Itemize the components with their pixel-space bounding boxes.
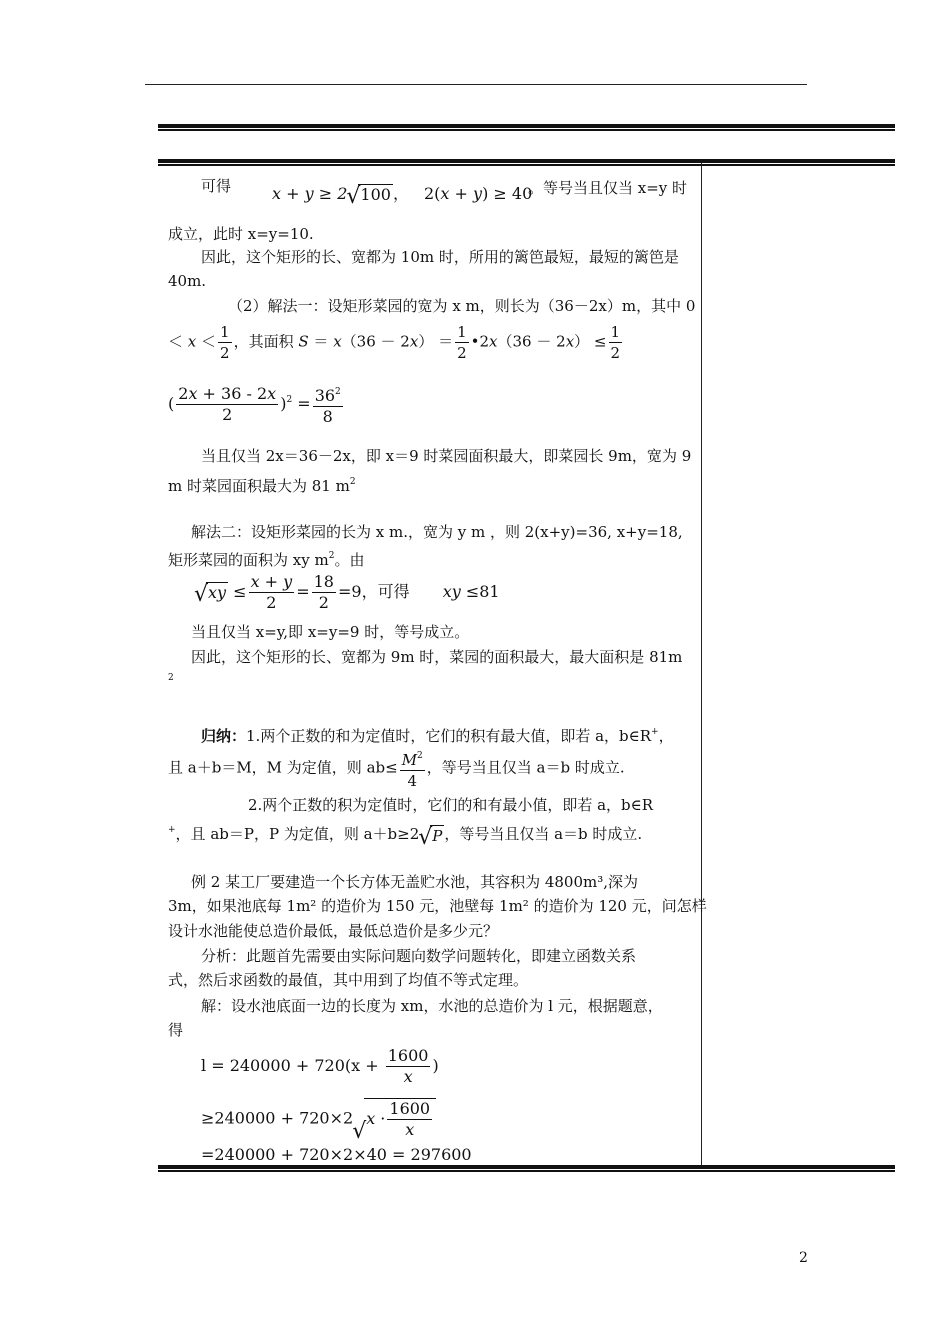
example-line-4: 分析：此题首先需要由实际问题向数学问题转化，即建立函数关系 (201, 947, 637, 965)
example-line-1: 例 2 某工厂要建造一个长方体无盖贮水池，其容积为 4800m³,深为 (191, 873, 639, 891)
example-line-7: 得 (168, 1021, 184, 1039)
table-column-divider (701, 162, 702, 1165)
text-line-13: 因此，这个矩形的长、宽都为 9m 时，菜园的面积最大，最大面积是 81m (191, 648, 683, 666)
text-line-3: 因此，这个矩形的长、宽都为 10m 时，所用的篱笆最短，最短的篱笆是 (201, 248, 679, 266)
text-line-1: 可得 (201, 177, 232, 195)
math-formula-sqrt: √ xy ≤ $\frac{x + y}{2}$ = $\frac{18}{2}$ =9，可得 xy ≤81 (195, 572, 500, 613)
text-line-13-sup: 2 (168, 673, 174, 683)
example-line-2: 3m，如果池底每 1m² 的造价为 150 元，池壁每 1m² 的造价为 120 元，问怎样 (168, 897, 707, 915)
text-line-4: 40m. (168, 272, 207, 290)
summary-line-1: 归纳：1.两个正数的和为定值时，它们的积有最大值，即若 a，b∈R+， (201, 727, 674, 745)
text-line-10: 矩形菜园的面积为 xy $m^2$。由 (168, 551, 365, 569)
header-rule (145, 84, 807, 85)
text-line-2: 成立，此时 x=y=10. (168, 225, 314, 243)
summary-line-4: +，且 ab＝P，P 为定值，则 a＋b≥2√ P ，等号当且仅当 a＝b 时成立. (168, 820, 642, 846)
math-inequality-2: 2(x + y) ≥ 40 (424, 184, 533, 203)
page-number: 2 (799, 1250, 808, 1266)
text-line-5: （2）解法一：设矩形菜园的宽为 x m，则长为（36－2x）m，其中 0 (228, 297, 696, 315)
example-line-6: 解：设水池底面一边的长度为 xm，水池的总造价为 l 元，根据题意， (201, 997, 663, 1015)
table-top-border-2 (158, 159, 895, 166)
text-line-8: m 时菜园面积最大为 81 $m^2$ (168, 477, 356, 495)
table-top-border-1 (158, 124, 895, 131)
math-formula-area: ( $\frac{2x + 36 - 2x}{2}$ )$^2$ = $\frac{36^2}{8}$ (168, 384, 341, 426)
example-line-3: 设计水池能使总造价最低，最低总造价是多少元？ (168, 922, 499, 940)
text-line-12: 当且仅当 x=y,即 x=y=9 时，等号成立。 (191, 623, 470, 641)
summary-line-2: 且 a＋b＝M，M 为定值，则 ab≤ $\frac{M^2}{4}$ ，等号当且仅当 a＝b 时成立. (168, 746, 625, 791)
text-line-1-tail: 。等号当且仅当 x=y 时 (528, 179, 688, 197)
example-line-5: 式，然后求函数的最值，其中用到了均值不等式定理。 (168, 971, 529, 989)
solution-formula-3: =240000 + 720×2×40 = 297600 (201, 1145, 472, 1164)
text-line-6: ＜ x ＜ $\frac{1}{2}$ ，其面积 S ＝ x（36 － 2x） ＝ $\frac{1}{2}$ •2x（36 － 2x） ≤ $\frac{1}{2}$ (168, 323, 621, 362)
solution-formula-1: l = 240000 + 720(x + $\frac{1600}{x}$ ) (201, 1046, 439, 1086)
math-inequality-1: x + y ≥ 2√ 100 ， (272, 184, 409, 205)
text-line-7: 当且仅当 2x＝36－2x，即 x＝9 时菜园面积最大，即菜园长 9m，宽为 9 (201, 447, 692, 465)
table-bottom-border (158, 1165, 895, 1172)
summary-line-3: 2.两个正数的积为定值时，它们的和有最小值，即若 a，b∈R (248, 796, 654, 814)
text-line-9: 解法二：设矩形菜园的长为 x m.，宽为 y m ，则 2(x+y)=36, x+y=18, (191, 523, 683, 541)
solution-formula-2: ≥240000 + 720×2√ x · $\frac{1600}{x}$ (201, 1098, 436, 1140)
